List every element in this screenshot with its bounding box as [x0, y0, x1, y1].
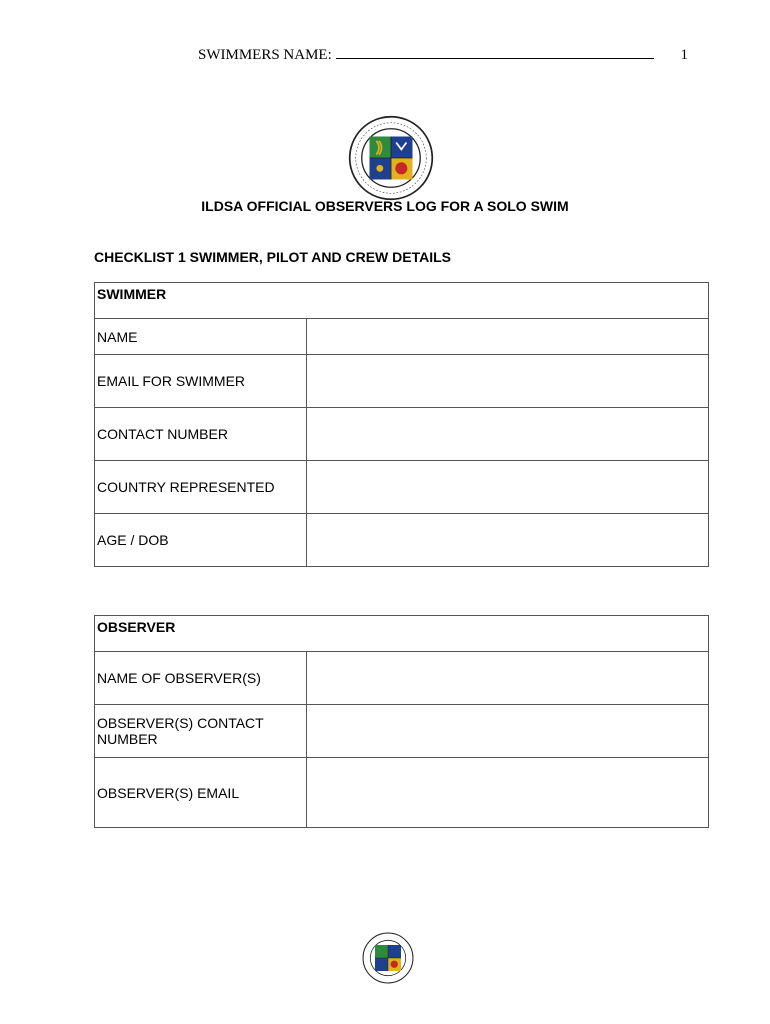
document-title: ILDSA OFFICIAL OBSERVERS LOG FOR A SOLO SWIM [201, 198, 569, 214]
swimmer-heading: SWIMMER [95, 283, 709, 319]
swimmer-name-field[interactable] [307, 319, 709, 355]
swimmer-contact-field[interactable] [307, 408, 709, 461]
swimmers-name-field[interactable] [336, 44, 654, 59]
observer-name-field[interactable] [307, 652, 709, 705]
ildsa-logo-footer [362, 932, 414, 984]
swimmer-age-field[interactable] [307, 514, 709, 567]
ildsa-logo [348, 115, 434, 201]
observer-heading: OBSERVER [95, 616, 709, 652]
swimmer-contact-label: CONTACT NUMBER [95, 408, 307, 461]
swimmer-country-field[interactable] [307, 461, 709, 514]
observer-name-label: NAME OF OBSERVER(S) [95, 652, 307, 705]
page-number: 1 [680, 47, 688, 63]
swimmer-email-label: EMAIL FOR SWIMMER [95, 355, 307, 408]
page-header [198, 44, 688, 64]
swimmer-table [94, 282, 709, 567]
observer-email-label: OBSERVER(S) EMAIL [95, 758, 307, 828]
observer-table [94, 615, 709, 828]
swimmer-country-label: COUNTRY REPRESENTED [95, 461, 307, 514]
swimmer-email-field[interactable] [307, 355, 709, 408]
observer-contact-label: OBSERVER(S) CONTACT NUMBER [95, 705, 307, 758]
checklist-title: CHECKLIST 1 SWIMMER, PILOT AND CREW DETAILS [94, 249, 451, 265]
observer-contact-field[interactable] [307, 705, 709, 758]
swimmer-name-label: NAME [95, 319, 307, 355]
observer-email-field[interactable] [307, 758, 709, 828]
swimmer-age-label: AGE / DOB [95, 514, 307, 567]
swimmers-name-label: SWIMMERS NAME: [198, 47, 332, 63]
